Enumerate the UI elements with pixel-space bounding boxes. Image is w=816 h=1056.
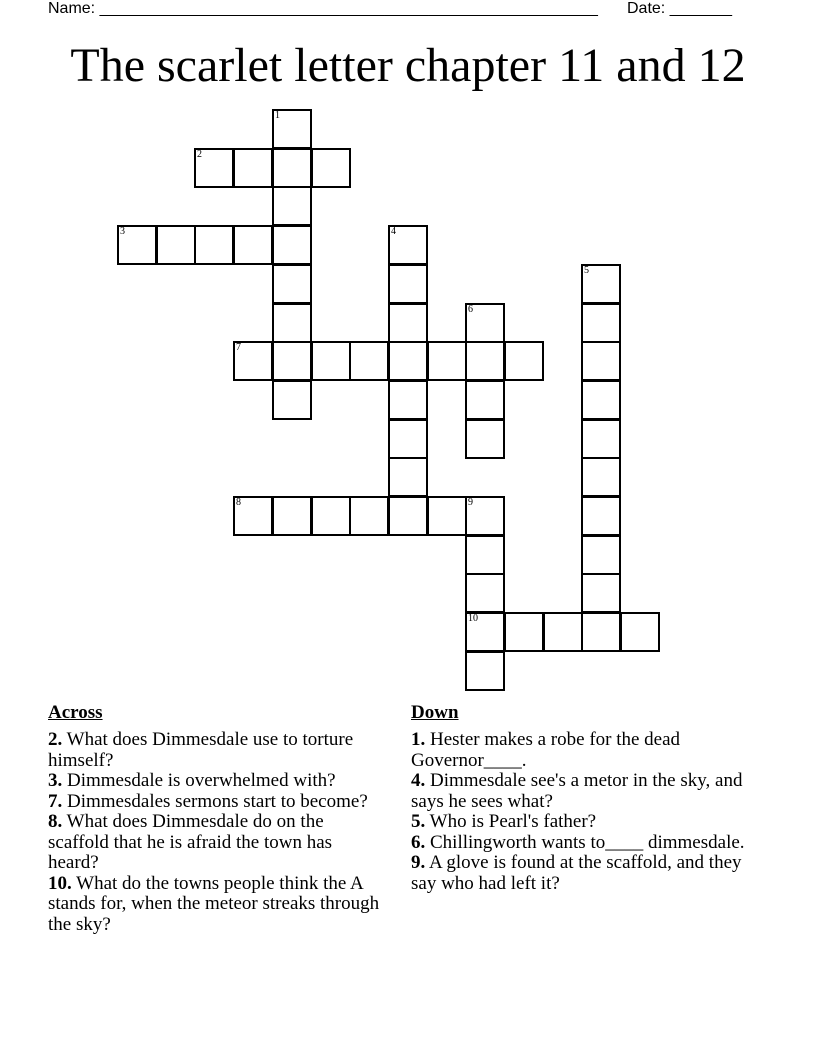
crossword-cell[interactable]	[465, 612, 505, 652]
clue-text: Hester makes a robe for the dead Governor____.	[411, 729, 681, 771]
across-clue	[48, 812, 384, 874]
clue-number: 9.	[411, 852, 426, 873]
clue-number: 2.	[48, 729, 63, 750]
crossword-cell[interactable]	[581, 496, 621, 536]
crossword-cell[interactable]	[581, 341, 621, 381]
crossword-cell[interactable]	[272, 109, 312, 149]
crossword-cell[interactable]	[465, 496, 505, 536]
clue-text: What do the towns people think the A stands for, when the meteor streaks through the sky?	[48, 872, 380, 935]
crossword-cell[interactable]	[388, 419, 428, 459]
down-clue	[411, 812, 751, 833]
clue-number: 7.	[48, 790, 63, 812]
clue-number: 10.	[48, 872, 72, 894]
crossword-cell[interactable]	[581, 419, 621, 459]
cell-number: 4	[391, 226, 396, 237]
crossword-cell[interactable]	[620, 612, 660, 652]
crossword-cell[interactable]	[581, 303, 621, 343]
crossword-cell[interactable]	[465, 573, 505, 613]
clue-text: Who is Pearl's father?	[425, 811, 597, 832]
crossword-cell[interactable]	[272, 496, 312, 536]
crossword-cell[interactable]	[581, 457, 621, 497]
crossword-cell[interactable]	[156, 225, 196, 265]
across-clue	[48, 730, 384, 771]
crossword-cell[interactable]	[427, 341, 467, 381]
crossword-cell[interactable]	[233, 341, 273, 381]
crossword-cell[interactable]	[194, 225, 234, 265]
crossword-cell[interactable]	[272, 225, 312, 265]
cell-number: 10	[468, 613, 478, 624]
crossword-cell[interactable]	[581, 380, 621, 420]
crossword-cell[interactable]	[465, 303, 505, 343]
crossword-cell[interactable]	[427, 496, 467, 536]
down-clue	[411, 771, 751, 812]
crossword-cell[interactable]	[272, 380, 312, 420]
crossword-cell[interactable]	[543, 612, 583, 652]
crossword-cell[interactable]	[194, 148, 234, 188]
clue-text: A glove is found at the scaffold, and they say who had left it?	[411, 852, 742, 894]
crossword-cell[interactable]	[388, 496, 428, 536]
crossword-cell[interactable]	[465, 535, 505, 575]
cell-number: 2	[197, 149, 202, 160]
down-clue	[411, 730, 751, 771]
cell-number: 1	[275, 110, 280, 121]
clue-text: What does Dimmesdale do on the scaffold that he is afraid the town has heard?	[48, 811, 333, 873]
crossword-cell[interactable]	[388, 341, 428, 381]
down-clues	[411, 702, 751, 894]
clue-number: 3.	[48, 770, 63, 791]
clue-number: 6.	[411, 831, 426, 853]
crossword-cell[interactable]	[272, 303, 312, 343]
across-heading: Across	[48, 702, 103, 723]
crossword-cell[interactable]	[581, 535, 621, 575]
header	[48, 0, 748, 20]
crossword-cell[interactable]	[272, 264, 312, 304]
clue-text: Dimmesdales sermons start to become?	[62, 790, 368, 812]
crossword-cell[interactable]	[233, 148, 273, 188]
clue-text: Dimmesdale see's a metor in the sky, and says he sees what?	[411, 770, 743, 812]
cell-number: 6	[468, 304, 473, 315]
down-clue	[411, 853, 751, 894]
crossword-cell[interactable]	[311, 496, 351, 536]
down-clue	[411, 833, 751, 854]
crossword-cell[interactable]	[272, 341, 312, 381]
crossword-cell[interactable]	[465, 380, 505, 420]
crossword-cell[interactable]	[272, 186, 312, 226]
crossword-cell[interactable]	[388, 457, 428, 497]
across-clue	[48, 874, 384, 936]
crossword-cell[interactable]	[388, 303, 428, 343]
across-clues	[48, 702, 384, 935]
crossword-cell[interactable]	[465, 651, 505, 691]
crossword-cell[interactable]	[311, 148, 351, 188]
across-clue	[48, 792, 384, 813]
clue-text: What does Dimmesdale use to torture himself?	[48, 729, 354, 771]
crossword-cell[interactable]	[504, 612, 544, 652]
crossword-cell[interactable]	[233, 496, 273, 536]
date-field-label: Date: _______	[627, 0, 732, 17]
clue-number: 5.	[411, 811, 426, 832]
crossword-cell[interactable]	[311, 341, 351, 381]
clue-number: 1.	[411, 729, 426, 750]
crossword-cell[interactable]	[581, 612, 621, 652]
crossword-cell[interactable]	[272, 148, 312, 188]
clue-text: Chillingworth wants to____ dimmesdale.	[425, 831, 745, 853]
crossword-cell[interactable]	[349, 496, 389, 536]
across-clue	[48, 771, 384, 792]
name-field-label: Name: ________________________________________________________	[48, 0, 598, 17]
cell-number: 5	[584, 265, 589, 276]
crossword-cell[interactable]	[465, 419, 505, 459]
clue-text: Dimmesdale is overwhelmed with?	[62, 770, 336, 791]
crossword-cell[interactable]	[233, 225, 273, 265]
crossword-cell[interactable]	[388, 380, 428, 420]
cell-number: 3	[120, 226, 125, 237]
page-title: The scarlet letter chapter 11 and 12	[70, 39, 746, 92]
crossword-cell[interactable]	[349, 341, 389, 381]
cell-number: 8	[236, 497, 241, 508]
crossword-cell[interactable]	[581, 264, 621, 304]
crossword-cell[interactable]	[581, 573, 621, 613]
clue-number: 4.	[411, 770, 426, 791]
crossword-cell[interactable]	[504, 341, 544, 381]
crossword-cell[interactable]	[465, 341, 505, 381]
clue-number: 8.	[48, 811, 63, 832]
down-heading: Down	[411, 702, 459, 723]
cell-number: 9	[468, 497, 473, 508]
cell-number: 7	[236, 342, 241, 353]
crossword-cell[interactable]	[388, 225, 428, 265]
crossword-cell[interactable]	[388, 264, 428, 304]
crossword-cell[interactable]	[117, 225, 157, 265]
